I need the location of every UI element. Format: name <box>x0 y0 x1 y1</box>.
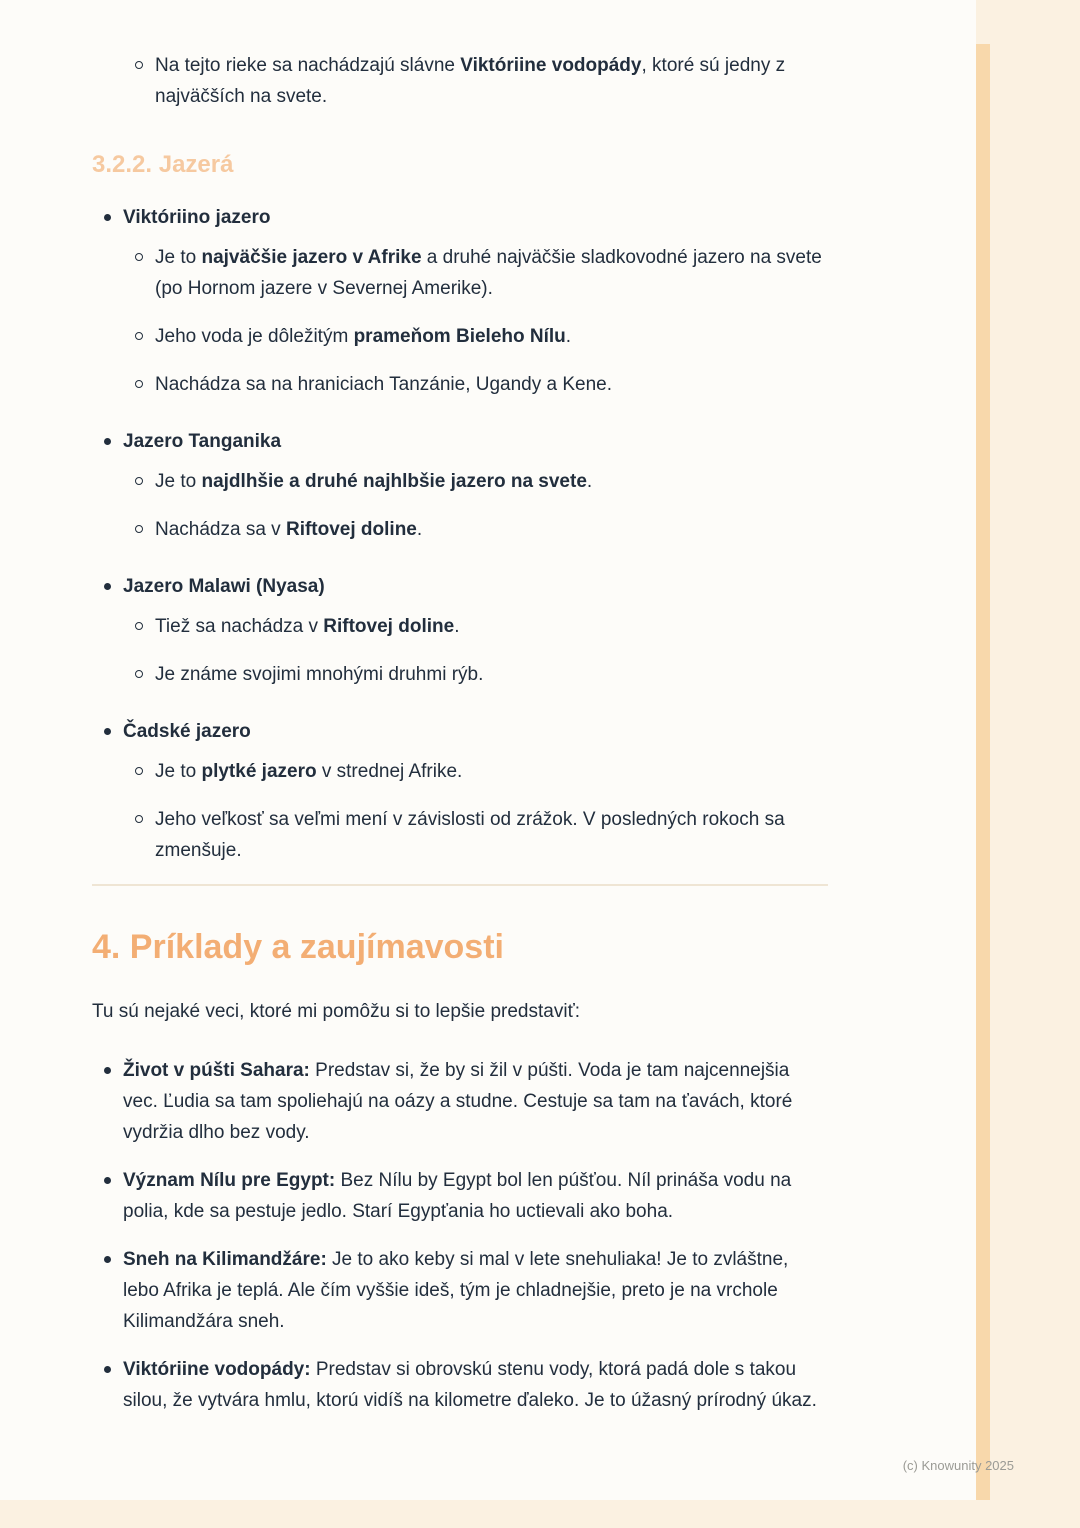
lake-title-row <box>104 716 828 747</box>
bullet-circle-icon <box>135 61 143 69</box>
examples-list <box>92 1055 828 1416</box>
bullet-dot-icon <box>104 583 111 590</box>
copyright-footer: (c) Knowunity 2025 <box>902 1458 1014 1473</box>
intro-continuation-list <box>92 50 828 112</box>
example-text <box>123 1244 828 1337</box>
text-run-bold: najdlhšie a druhé najhlbšie jazero na svete <box>201 471 587 492</box>
bullet-dot-icon <box>104 1256 111 1263</box>
bullet-circle-icon <box>135 815 143 823</box>
bullet-circle-icon <box>135 622 143 630</box>
lake-item <box>104 716 828 866</box>
lakes-list <box>92 202 828 866</box>
lake-title-row <box>104 426 828 457</box>
lake-sub-list <box>104 242 828 400</box>
examples-intro-text: Tu sú nejaké veci, ktoré mi pomôžu si to lepšie predstaviť: <box>92 1001 580 1022</box>
bullet-dot-icon <box>104 1067 111 1074</box>
list-item <box>135 756 828 787</box>
sub-point-text <box>155 611 459 642</box>
section-heading-priklady: 4. Príklady a zaujímavosti <box>92 928 504 966</box>
sub-point-text <box>155 659 483 690</box>
text-run-bold: Sneh na Kilimandžáre: <box>123 1249 327 1270</box>
text-run: Predstav si, že by si žil v púšti. Voda je tam najcennejšia vec. Ľudia sa tam spoliehajú na oázy a studne. Cestuje sa tam na ťavách, ktoré vydržia dlho bez vody. <box>123 1060 793 1143</box>
text-run: Je to <box>155 247 202 268</box>
list-item <box>135 369 828 400</box>
text-run-bold: prameňom Bieleho Nílu <box>353 326 566 347</box>
lake-title-row <box>104 202 828 233</box>
bullet-circle-icon <box>135 332 143 340</box>
sub-point-text <box>155 466 592 497</box>
example-text <box>123 1165 828 1227</box>
text-run: Tiež sa nachádza v <box>155 616 324 637</box>
text-run: a druhé najväčšie sladkovodné jazero na svete (po Hornom jazere v Severnej Amerike). <box>155 247 822 299</box>
text-run: . <box>454 616 460 637</box>
section-divider <box>92 884 828 886</box>
bullet-dot-icon <box>104 1177 111 1184</box>
text-run-bold: Riftovej doline <box>285 519 417 540</box>
lake-item <box>104 571 828 690</box>
sub-point-text <box>155 321 571 352</box>
text-run: . <box>416 519 423 540</box>
section-heading-jazera: 3.2.2. Jazerá <box>92 151 234 178</box>
bullet-dot-icon <box>104 1366 111 1373</box>
text-run-bold: Život v púšti Sahara: <box>123 1060 310 1081</box>
page-accent-strip <box>976 44 990 1500</box>
text-run: Nachádza sa na hraniciach Tanzánie, Ugandy a Kene. <box>155 374 613 395</box>
list-item <box>135 50 828 112</box>
sub-point-text <box>155 756 462 787</box>
lake-sub-list <box>104 611 828 690</box>
bullet-circle-icon <box>135 525 143 533</box>
text-run: v strednej Afrike. <box>316 761 463 782</box>
sub-point-text <box>155 514 422 545</box>
example-item <box>104 1165 828 1227</box>
bullet-circle-icon <box>135 767 143 775</box>
list-item <box>135 321 828 352</box>
lake-title: Viktóriino jazero <box>123 207 271 228</box>
bullet-circle-icon <box>135 380 143 388</box>
text-run: Je to <box>155 761 202 782</box>
text-run-bold: Riftovej doline <box>323 616 455 637</box>
text-run-bold: Viktóriine vodopády: <box>123 1359 311 1380</box>
text-run: Jeho voda je dôležitým <box>155 326 354 347</box>
lake-title: Jazero Malawi (Nyasa) <box>123 576 325 597</box>
bullet-circle-icon <box>135 477 143 485</box>
bullet-circle-icon <box>135 670 143 678</box>
list-item <box>135 466 828 497</box>
text-run: Je známe svojimi mnohými druhmi rýb. <box>155 664 484 685</box>
lake-item <box>104 202 828 400</box>
example-item <box>104 1244 828 1337</box>
sub-point-text <box>155 369 612 400</box>
text-run: Na tejto rieke sa nachádzajú slávne <box>155 55 461 76</box>
sub-point-text <box>155 242 828 304</box>
example-item <box>104 1354 828 1416</box>
bullet-dot-icon <box>104 438 111 445</box>
lake-sub-list <box>104 756 828 866</box>
lake-sub-list <box>104 466 828 545</box>
list-item <box>135 514 828 545</box>
text-run: Nachádza sa v <box>155 519 286 540</box>
text-run: . <box>586 471 593 492</box>
text-run-bold: Viktóriine vodopády <box>460 55 642 76</box>
bullet-dot-icon <box>104 214 111 221</box>
list-item <box>135 659 828 690</box>
list-item <box>135 242 828 304</box>
text-run: Predstav si obrovskú stenu vody, ktorá padá dole s takou silou, že vytvára hmlu, ktorú vidíš na kilometre ďaleko. Je to úžasný prírodný úkaz. <box>123 1359 817 1411</box>
text-run-bold: plytké jazero <box>201 761 317 782</box>
example-item <box>104 1055 828 1148</box>
lake-item <box>104 426 828 545</box>
text-run: Je to ako keby si mal v lete snehuliaka! Je to zvláštne, lebo Afrika je teplá. Ale čím vyššie ideš, tým je chladnejšie, preto je na vrchole Kilimandžára sneh. <box>123 1249 789 1332</box>
sub-point-text <box>155 50 828 112</box>
lake-title: Čadské jazero <box>123 721 251 742</box>
list-item <box>135 804 828 866</box>
lake-title: Jazero Tanganika <box>123 431 282 452</box>
sub-point-text <box>155 804 828 866</box>
text-run: Bez Nílu by Egypt bol len púšťou. Níl prináša vodu na polia, kde sa pestuje jedlo. Starí Egypťania ho uctievali ako boha. <box>123 1170 792 1222</box>
lake-title-row <box>104 571 828 602</box>
bullet-circle-icon <box>135 253 143 261</box>
example-text <box>123 1354 828 1416</box>
example-text <box>123 1055 828 1148</box>
text-run: Je to <box>155 471 202 492</box>
text-run: , ktoré sú jedny z najväčších na svete. <box>155 55 786 107</box>
text-run-bold: Význam Nílu pre Egypt: <box>123 1170 336 1191</box>
text-run-bold: najväčšie jazero v Afrike <box>201 247 422 268</box>
text-run: Jeho veľkosť sa veľmi mení v závislosti od zrážok. V posledných rokoch sa zmenšuje. <box>155 809 785 861</box>
list-item <box>135 611 828 642</box>
text-run: . <box>565 326 572 347</box>
bullet-dot-icon <box>104 728 111 735</box>
